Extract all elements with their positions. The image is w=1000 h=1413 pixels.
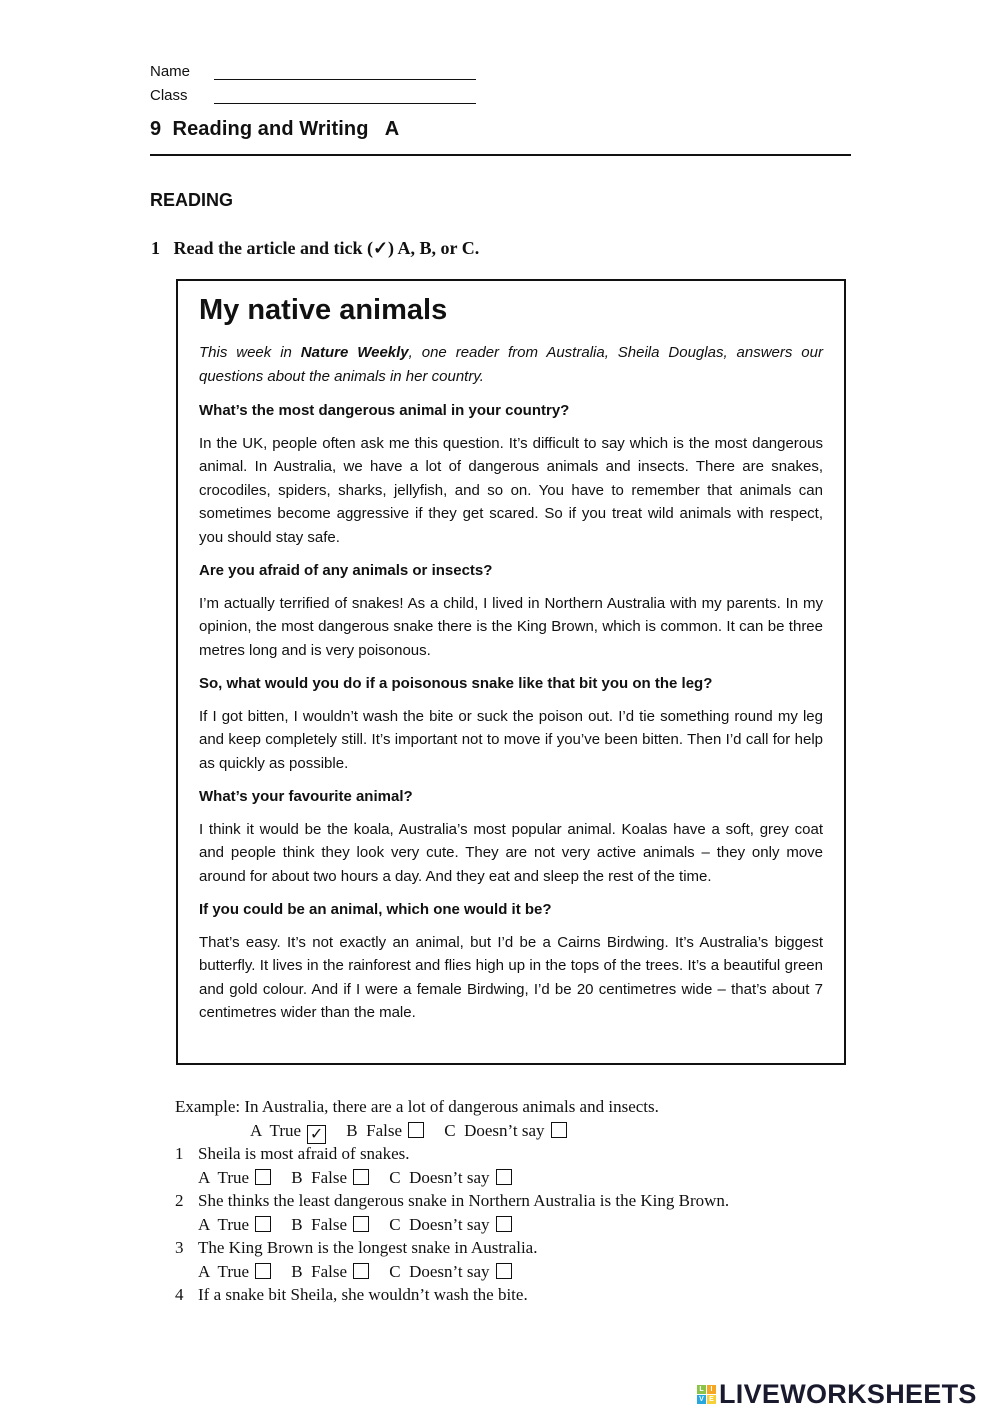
question-number: 2 <box>175 1191 184 1210</box>
title-divider <box>150 154 851 156</box>
question-heading: So, what would you do if a poisonous snake like that bit you on the leg? <box>199 675 713 692</box>
option-a <box>198 1260 271 1284</box>
option-c <box>389 1213 511 1237</box>
article-intro <box>199 341 823 388</box>
name-label: Name <box>150 63 191 80</box>
option-a <box>198 1213 271 1237</box>
checkbox-a[interactable]: ✓ <box>307 1125 326 1144</box>
option-b <box>291 1166 369 1190</box>
answer-paragraph: If I got bitten, I wouldn’t wash the bite or suck the poison out. I’d tie something round my leg and keep completely still. It’s important not to move if you’ve been bitten. Then I’d call for help as quickly as possible. <box>199 707 823 772</box>
question-text: She thinks the least dangerous snake in Northern Australia is the King Brown. <box>198 1191 730 1210</box>
logo-letter: I <box>707 1385 716 1394</box>
option-a <box>198 1166 271 1190</box>
question-number: 4 <box>175 1285 184 1304</box>
question-text: If a snake bit Sheila, she wouldn’t wash the bite. <box>198 1285 528 1304</box>
checkbox-c[interactable] <box>496 1216 512 1232</box>
page-title: 9 Reading and Writing A <box>150 118 400 140</box>
answer-paragraph: In the UK, people often ask me this question. It’s difficult to say which is the most dangerous animal. In Australia, we have a lot of dangerous animals and insects. There are snakes, crocodiles, spiders, sharks, jellyfish, and so on. You have to remember that animals can sometimes become aggressive if they get scared. So if you treat wild animals with respect, you should stay safe. <box>199 434 823 546</box>
option-a-label: A True <box>198 1167 250 1187</box>
question-options <box>175 1213 855 1237</box>
option-c <box>444 1119 566 1143</box>
answer-paragraph: I think it would be the koala, Australia’s most popular animal. Koalas have a soft, grey coat and people think they look very cute. They are not very active animals – they only move around for about two hours a day. And they eat and sleep the rest of the time. <box>199 820 823 885</box>
question-heading: What’s the most dangerous animal in your country? <box>199 402 570 419</box>
option-b-label: B False <box>291 1167 348 1187</box>
class-field-row <box>150 87 476 104</box>
checkbox-b[interactable] <box>353 1216 369 1232</box>
option-a-label: A True <box>198 1261 250 1281</box>
logo-letter: L <box>697 1385 706 1394</box>
checkbox-c[interactable] <box>551 1122 567 1138</box>
logo-text: LIVEWORKSHEETS <box>719 1379 977 1409</box>
question-heading: If you could be an animal, which one would it be? <box>199 901 552 918</box>
logo-letter: V <box>697 1395 706 1404</box>
question-number: 1 <box>175 1144 184 1163</box>
question-statement <box>175 1236 855 1260</box>
checkbox-c[interactable] <box>496 1263 512 1279</box>
question-text: Sheila is most afraid of snakes. <box>198 1144 410 1163</box>
name-blank[interactable] <box>214 65 476 80</box>
logo-mark-icon <box>697 1385 716 1404</box>
question-list <box>175 1095 855 1307</box>
checkbox-b[interactable] <box>353 1263 369 1279</box>
question-options <box>175 1166 855 1190</box>
checkbox-a[interactable] <box>255 1169 271 1185</box>
question-heading: Are you afraid of any animals or insects? <box>199 562 493 579</box>
name-field-row <box>150 63 476 80</box>
option-c-label: C Doesn’t say <box>444 1120 545 1140</box>
question-statement <box>175 1189 855 1213</box>
option-c <box>389 1166 511 1190</box>
exercise-instruction: 1 Read the article and tick (✓) A, B, or C. <box>151 238 480 258</box>
liveworksheets-logo <box>697 1379 977 1410</box>
option-c <box>389 1260 511 1284</box>
answer-paragraph: That’s easy. It’s not exactly an animal, but I’d be a Cairns Birdwing. It’s Australia’s biggest butterfly. It lives in the rainforest and flies high up in the tops of the trees. It’s a beautiful green and gold colour. And if I were a female Birdwing, I’d be 20 centimetres wide – that’s about 7 centimetres wider than the male. <box>199 933 823 1021</box>
option-c-label: C Doesn’t say <box>389 1167 490 1187</box>
checkbox-b[interactable] <box>408 1122 424 1138</box>
option-a-label: A True <box>250 1120 302 1140</box>
logo-letter: E <box>707 1395 716 1404</box>
checkbox-a[interactable] <box>255 1263 271 1279</box>
option-a-label: A True <box>198 1214 250 1234</box>
option-b <box>291 1213 369 1237</box>
option-c-label: C Doesn’t say <box>389 1261 490 1281</box>
question-statement <box>175 1283 855 1307</box>
option-b-label: B False <box>291 1261 348 1281</box>
answer-paragraph: I’m actually terrified of snakes! As a child, I lived in Northern Australia with my parents. In my opinion, the most dangerous snake there is the King Brown, which is common. It can be three metres long and is very poisonous. <box>199 594 823 659</box>
section-heading: READING <box>150 190 234 210</box>
class-blank[interactable] <box>214 89 476 104</box>
example-statement: Example: In Australia, there are a lot of dangerous animals and insects. <box>175 1097 659 1116</box>
checkbox-c[interactable] <box>496 1169 512 1185</box>
magazine-name: Nature Weekly <box>300 344 409 361</box>
checkbox-a[interactable] <box>255 1216 271 1232</box>
option-b-label: B False <box>291 1214 348 1234</box>
question-number: 3 <box>175 1238 184 1257</box>
option-b <box>291 1260 369 1284</box>
question-heading: What’s your favourite animal? <box>199 788 413 805</box>
option-b <box>346 1119 424 1143</box>
article-box <box>176 279 846 1065</box>
intro-text-start: This week in <box>199 344 301 361</box>
question-options <box>175 1260 855 1284</box>
option-c-label: C Doesn’t say <box>389 1214 490 1234</box>
question-text: The King Brown is the longest snake in Australia. <box>198 1238 538 1257</box>
class-label: Class <box>150 87 188 104</box>
option-b-label: B False <box>346 1120 403 1140</box>
article-title: My native animals <box>199 294 448 326</box>
example-options <box>175 1119 855 1143</box>
option-a <box>250 1119 326 1144</box>
question-statement <box>175 1142 855 1166</box>
intro-text-end: , one reader from Australia, Sheila Douglas, answers our questions about the animals in her country. <box>199 344 823 385</box>
checkbox-b[interactable] <box>353 1169 369 1185</box>
